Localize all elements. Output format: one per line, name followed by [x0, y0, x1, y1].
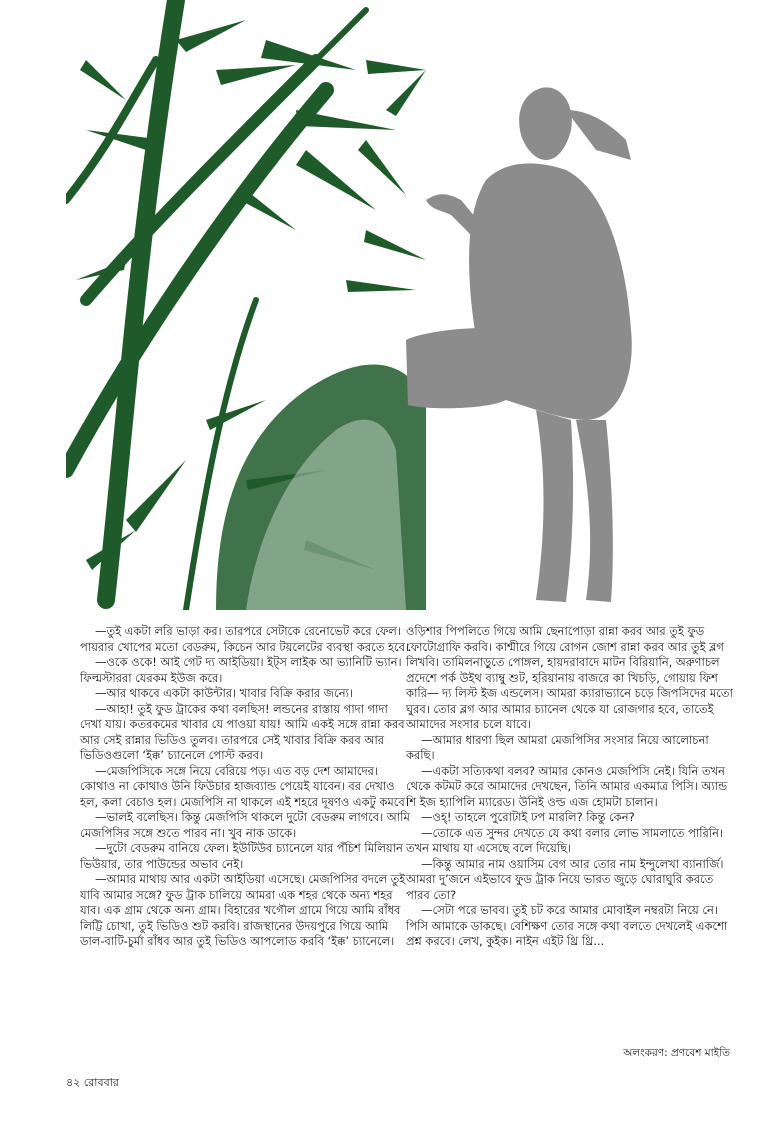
paragraph: —আর থাকবে একটা কাউন্টার। খাবার বিক্রি করার জন্যে। — [95, 686, 353, 700]
illustration-credit: অলংকরণ: প্রণবেশ মাইতি — [623, 1047, 730, 1059]
page-folio: ৪২ রোববার — [66, 1076, 119, 1089]
paragraph: —ওকে ওকে! আই গেট দ্য আইডিয়া। ইট্‌স লাইক আ ভ্যানিটি ভ্যান। ফিল্মস্টাররা যেরকম ইউজ করে। — [80, 655, 402, 685]
paragraph: —আমার ধারণা ছিল আমরা মেজপিসির সংসার নিয়ে আলোচনা করছি। — [406, 732, 709, 762]
bamboo-woman-icon — [66, 0, 706, 610]
paragraph: ওড়িশার পিপলিতে গিয়ে আমি ছেনাপোড়া রান্না করব আর তুই ফুড ফোটোগ্রাফি করবি। কাশ্মীরে গিয়ে রোগন জোশ রান্না করব আর তুই ব্লগ লিখবি। তামিলনাড়ুতে পোঙ্গল, হায়দরাবাদে মাটন বিরিয়ানি, অরুণাচল প্রদেশে পর্ক উইথ ব্যাম্বু শুট, হরিয়ানায় বাজরে কা খিচড়ি, গোয়ায় ফিশ কারি— দ্য লিস্ট ইজ এন্ডলেস। আমরা ক্যারাভ্যানে চড়ে জিপসিদের মতো ঘুরব। তোর ব্লগ আর আমার চ্যানেল থেকে যা রোজগার হবে, তাতেই আমাদের সংসার চলে যাবে। — [406, 624, 733, 731]
paragraph: —মেজপিসিকে সঙ্গে নিয়ে বেরিয়ে পড়। এত বড় দেশ আমাদের। কোথাও না কোথাও উনি ফিউচার হাজব্যান্ড পেয়েই যাবেন। বর দেখাও হল, কলা বেচাও হল। মেজপিসি না থাকলে এই শহরে দূষণও একটু কমবে। — [80, 763, 409, 809]
paragraph: —ওহ্! তাহলে পুরোটাই ঢপ মারলি? কিন্তু কেন? — [421, 810, 635, 824]
paragraph: —তুই একটা লরি ভাড়া কর। তারপরে সেটাকে রেনোভেট করে ফেল। পায়রার খোপের মতো বেডরুম, কিচেন আর টয়লেটের ব্যবস্থা করতে হবে। — [80, 624, 410, 654]
article-right-column — [406, 624, 740, 950]
bamboo-illustration — [66, 0, 706, 610]
paragraph: —ভালই বলেছিস। কিন্তু মেজপিসি থাকলে দুটো বেডরুম লাগবে। আমি মেজপিসির সঙ্গে শুতে পারব না। খুব নাক ডাকে। — [80, 810, 410, 840]
paragraph: —সেটা পরে ভাবব। তুই চট করে আমার মোবাইল নম্বরটা নিয়ে নে। পিসি আমাকে ডাকছে। বেশিক্ষণ তোর সঙ্গে কথা বলতে দেখলেই একশো প্রশ্ন করবে। লেখ, কুইক। নাইন এইট থ্রি থ্রি... — [406, 903, 728, 948]
paragraph: —কিন্তু আমার নাম ওয়াসিম বেগ আর তোর নাম ইন্দুলেখা ব্যানার্জি। আমরা দু’জনে এইভাবে ফুড ট্রাক নিয়ে ভারত জুড়ে ঘোরাঘুরি করতে পারব তো? — [406, 856, 724, 902]
article-left-column — [80, 624, 410, 950]
paragraph: —তোকে এত সুন্দর দেখতে যে কথা বলার লোভ সামলাতে পারিনি। তখন মাথায় যা এসেছে বলে দিয়েছি। — [406, 825, 723, 855]
paragraph: —দুটো বেডরুম বানিয়ে ফেল। ইউটিউব চ্যানেলে যার পঁচিশ মিলিয়ান ভিউয়ার, তার পাউন্ডের অভাব নেই। — [80, 841, 403, 871]
paragraph: —একটা সত্যিকথা বলব? আমার কোনও মেজপিসি নেই। যিনি তখন থেকে কটমট করে আমাদের দেখছেন, তিনি আমার একমাত্র পিসি। অ্যান্ড শি ইজ হ্যাপিলি ম্যারেড। উনিই ওল্ড এজ হোমটা চালান। — [406, 763, 728, 809]
paragraph: —আমার মাথায় আর একটা আইডিয়া এসেছে। মেজপিসির বদলে তুই যাবি আমার সঙ্গে? ফুড ট্রাক চালিয়ে আমরা এক শহর থেকে অন্য শহর যাব। এক গ্রাম থেকে অন্য গ্রাম। বিহারের খগৌল গ্রামে গিয়ে আমি রাঁধব লিট্টি চোখা, তুই ভিডিও শুট করবি। রাজস্থানের উদয়পুরে গিয়ে আমি ডাল-বাটি-চুর্মা রাঁধব আর তুই ভিডিও আপলোড করবি ‘ইক্ক’ চ্যানেলে। — [80, 872, 406, 948]
paragraph: —আহা! তুই ফুড ট্রাকের কথা বলছিস! লন্ডনের রাস্তায় গাদা গাদা দেখা যায়। কতরকমের খাবার যে পাওয়া যায়! আমি একই সঙ্গে রান্না করব আর সেই রান্নার ভিডিও তুলব। তারপরে সেই খাবার বিক্রি করব আর ভিডিওগুলো ‘ইক্ক’ চ্যানেলে পোস্ট করব। — [80, 701, 405, 762]
